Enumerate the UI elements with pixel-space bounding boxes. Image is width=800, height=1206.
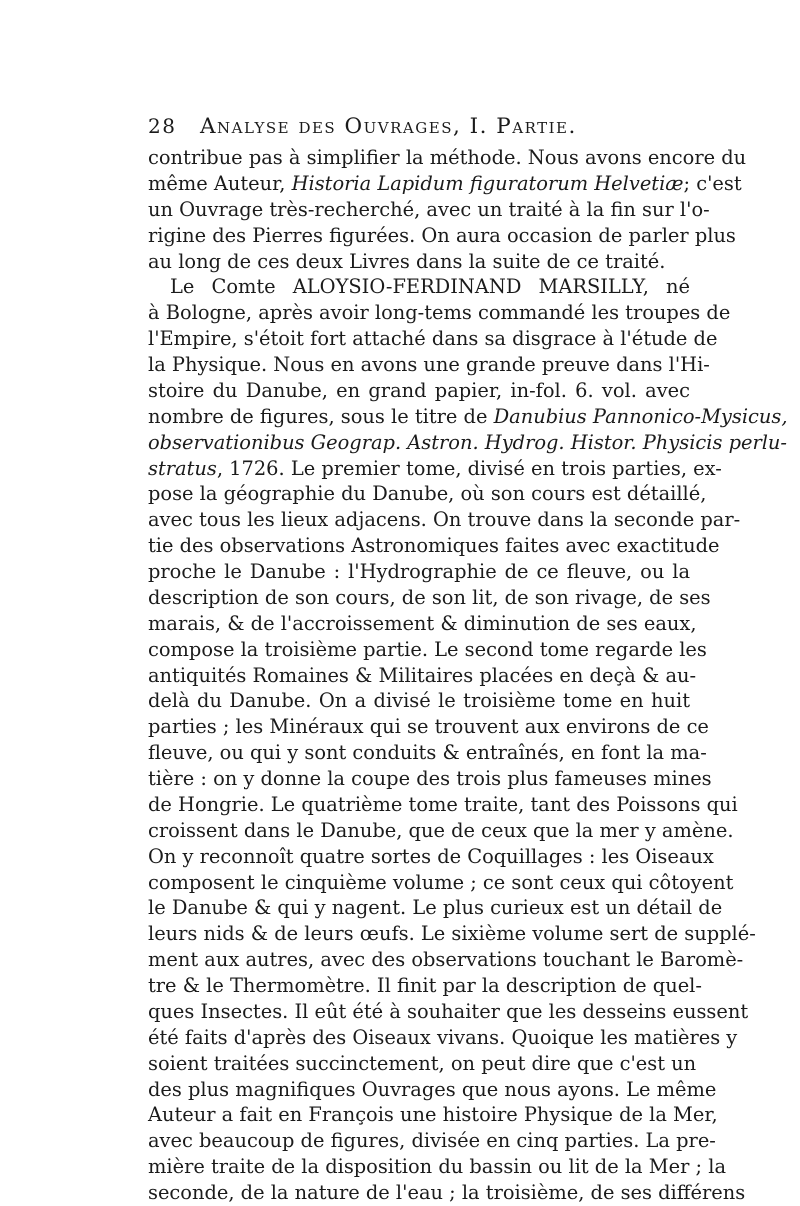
text-line bbox=[148, 274, 690, 300]
text-line bbox=[148, 559, 690, 585]
text-line bbox=[148, 870, 734, 896]
line-text: à Bologne, après avoir long-tems commandé les troupes de bbox=[148, 301, 731, 325]
text-line bbox=[148, 663, 697, 689]
text-line bbox=[148, 766, 712, 792]
text-line bbox=[148, 456, 722, 482]
text-line bbox=[148, 1128, 716, 1154]
text-line bbox=[148, 352, 710, 378]
line-text: seconde, de la nature de l'eau ; la troisième, de ses différens bbox=[148, 1181, 746, 1204]
line-text: parties ; les Minéraux qui se trouvent aux environs de ce bbox=[148, 715, 709, 739]
text-line bbox=[148, 326, 718, 352]
text-line bbox=[148, 999, 749, 1025]
line-text: composent le cinquième volume ; ce sont ceux qui côtoyent bbox=[148, 870, 734, 894]
text-line bbox=[148, 714, 709, 740]
text-line bbox=[148, 197, 710, 223]
line-text: Le Comte ALOYSIO-FERDINAND MARSILLY, né bbox=[170, 275, 690, 299]
text-line bbox=[148, 611, 697, 637]
text-line bbox=[148, 300, 731, 326]
text-line bbox=[148, 378, 690, 404]
line-text: de Hongrie. Le quatrième tome traite, tant des Poissons qui bbox=[148, 792, 738, 816]
line-text: été faits d'après des Oiseaux vivans. Quoique les matières y bbox=[148, 1025, 738, 1049]
text-line bbox=[148, 895, 723, 921]
line-text: soient traitées succinctement, on peut dire que c'est un bbox=[148, 1051, 697, 1075]
line-text: mière traite de la disposition du bassin ou lit de la Mer ; la bbox=[148, 1155, 727, 1179]
text-line bbox=[148, 249, 690, 275]
text-line bbox=[148, 844, 714, 870]
text-line bbox=[148, 947, 744, 973]
line-text: pose la géographie du Danube, où son cours est détaillé, bbox=[148, 482, 707, 506]
line-text: proche le Danube : l'Hydrographie de ce fleuve, ou la bbox=[148, 560, 690, 583]
text-line bbox=[148, 585, 711, 611]
line-text: leurs nids & de leurs œufs. Le sixième volume sert de supplé- bbox=[148, 922, 756, 946]
text-line bbox=[148, 818, 734, 844]
running-title: Analyse des Ouvrages, I. Partie. bbox=[200, 114, 577, 139]
line-text: croissent dans le Danube, que de ceux que la mer y amène. bbox=[148, 818, 734, 842]
italic-title-text: stratus bbox=[148, 456, 217, 480]
text-line bbox=[148, 792, 738, 818]
line-text: ques Insectes. Il eût été à souhaiter que les desseins eussent bbox=[148, 999, 749, 1023]
text-line bbox=[148, 1051, 697, 1077]
text-line bbox=[148, 404, 788, 430]
line-text: antiquités Romaines & Militaires placées en deçà & au- bbox=[148, 663, 697, 687]
text-line bbox=[148, 973, 702, 999]
text-line bbox=[148, 921, 756, 947]
line-text: l'Empire, s'étoit fort attaché dans sa disgrace à l'étude de bbox=[148, 327, 718, 351]
line-text: avec tous les lieux adjacens. On trouve dans la seconde par- bbox=[148, 508, 741, 532]
text-line bbox=[148, 740, 707, 766]
text-line bbox=[148, 1102, 718, 1128]
text-line bbox=[148, 533, 720, 559]
line-text: fleuve, ou qui y sont conduits & entraînés, en font la ma- bbox=[148, 741, 707, 765]
text-line bbox=[148, 481, 707, 507]
line-text: un Ouvrage très-recherché, avec un traité à la fin sur l'o- bbox=[148, 197, 710, 221]
text-line bbox=[148, 223, 736, 249]
line-text: delà du Danube. On a divisé le troisième tome en huit bbox=[148, 689, 690, 713]
line-text: la Physique. Nous en avons une grande preuve dans l'Hi- bbox=[148, 353, 710, 376]
line-text: même Auteur, bbox=[148, 171, 292, 195]
line-text: ; c'est bbox=[683, 171, 742, 195]
line-text: description de son cours, de son lit, de son rivage, de ses bbox=[148, 585, 711, 609]
running-header bbox=[148, 114, 688, 139]
line-text: tière : on y donne la coupe des trois plus fameuses mines bbox=[148, 767, 712, 790]
line-text: , 1726. Le premier tome, divisé en trois parties, ex- bbox=[216, 456, 722, 480]
text-line bbox=[148, 145, 747, 171]
text-line bbox=[148, 1154, 727, 1180]
line-text: tie des observations Astronomiques faites avec exactitude bbox=[148, 534, 720, 558]
line-text: rigine des Pierres figurées. On aura occasion de parler plus bbox=[148, 223, 736, 247]
text-line bbox=[148, 688, 690, 714]
page-number: 28 bbox=[148, 114, 177, 138]
line-text: stoire du Danube, en grand papier, in-fol. 6. vol. avec bbox=[148, 378, 690, 402]
line-text: avec beaucoup de figures, divisée en cinq parties. La pre- bbox=[148, 1129, 716, 1153]
text-line bbox=[148, 507, 741, 533]
text-line bbox=[148, 171, 742, 197]
body-text bbox=[148, 145, 788, 1206]
text-line bbox=[148, 1077, 717, 1103]
line-text: au long de ces deux Livres dans la suite de ce traité. bbox=[148, 249, 666, 273]
text-line bbox=[148, 1180, 746, 1206]
line-text: marais, & de l'accroissement & diminution de ses eaux, bbox=[148, 611, 697, 635]
line-text: tre & le Thermomètre. Il finit par la description de quel- bbox=[148, 974, 702, 997]
italic-title-text: Historia Lapidum figuratorum Helvetiæ bbox=[291, 171, 684, 195]
text-line bbox=[148, 1025, 738, 1051]
italic-title-text: observationibus Geograp. Astron. Hydrog. Histor. Physicis perlu- bbox=[148, 430, 787, 454]
line-text: compose la troisième partie. Le second tome regarde les bbox=[148, 637, 707, 661]
line-text: contribue pas à simplifier la méthode. Nous avons encore du bbox=[148, 146, 747, 169]
italic-title-text: Danubius Pannonico-Mysicus, bbox=[493, 404, 788, 428]
line-text: nombre de figures, sous le titre de bbox=[148, 404, 494, 428]
line-text: On y reconnoît quatre sortes de Coquillages : les Oiseaux bbox=[148, 844, 714, 868]
line-text: des plus magnifiques Ouvrages que nous ayons. Le même bbox=[148, 1077, 717, 1101]
line-text: Auteur a fait en François une histoire Physique de la Mer, bbox=[148, 1103, 718, 1127]
text-line bbox=[148, 637, 707, 663]
line-text: le Danube & qui y nagent. Le plus curieux est un détail de bbox=[148, 896, 723, 920]
line-text: ment aux autres, avec des observations touchant le Baromè- bbox=[148, 948, 744, 972]
text-line bbox=[148, 430, 787, 456]
